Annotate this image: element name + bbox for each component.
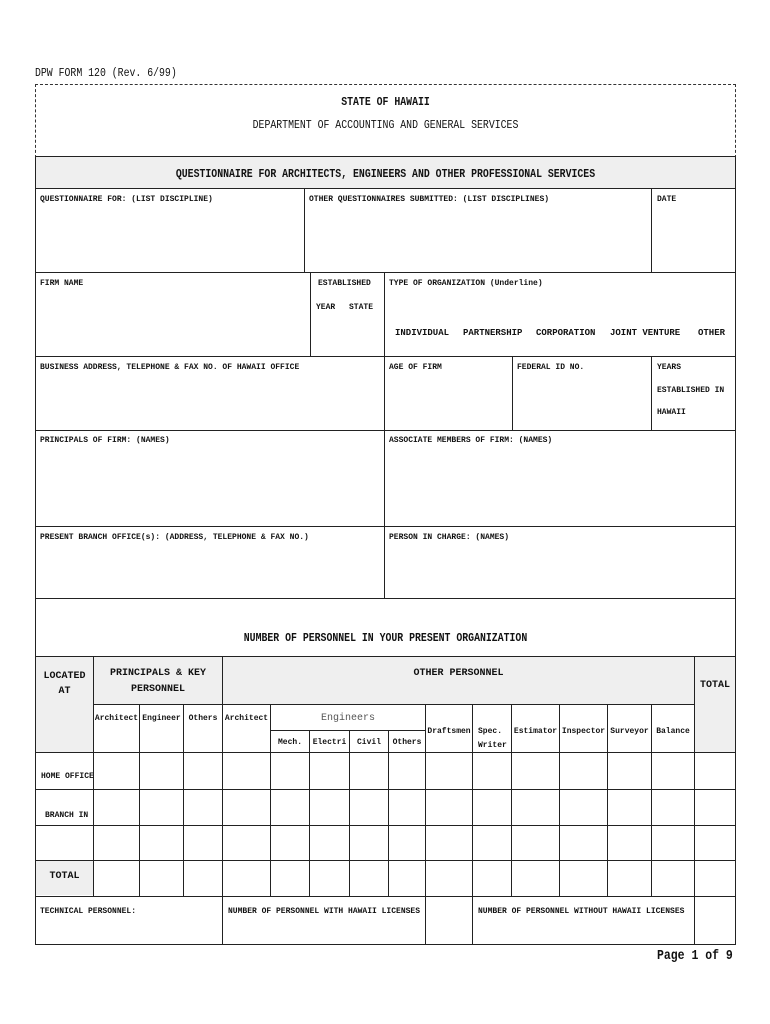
org-joint-venture[interactable]: JOINT VENTURE — [610, 328, 681, 338]
date-label: DATE — [657, 195, 677, 204]
principals-key-label: PRINCIPALS & KEY — [109, 668, 206, 679]
col-architect-other: Architect — [224, 714, 269, 723]
years-label: YEARS — [657, 363, 682, 372]
row-total: TOTAL — [49, 871, 80, 882]
principals-label: PRINCIPALS OF FIRM: (NAMES) — [40, 436, 170, 445]
col-spec: Spec. — [478, 727, 503, 736]
business-address-label: BUSINESS ADDRESS, TELEPHONE & FAX NO. OF HAWAII OFFICE — [40, 363, 300, 372]
department-heading: DEPARTMENT OF ACCOUNTING AND GENERAL SERVICES — [252, 118, 519, 132]
org-partnership[interactable]: PARTNERSHIP — [463, 328, 523, 338]
col-mech: Mech. — [277, 738, 302, 747]
type-of-org-label: TYPE OF ORGANIZATION (Underline) — [389, 279, 543, 288]
without-licenses-label: NUMBER OF PERSONNEL WITHOUT HAWAII LICENSES — [478, 907, 685, 916]
associate-members-label: ASSOCIATE MEMBERS OF FIRM: (NAMES) — [389, 436, 553, 445]
col-civil: Civil — [356, 738, 381, 747]
col-draftsmen: Draftsmen — [427, 727, 471, 736]
col-balance: Balance — [656, 727, 690, 736]
row-branch-in: BRANCH IN — [45, 811, 89, 820]
branch-office-label: PRESENT BRANCH OFFICE(s): (ADDRESS, TELEPHONE & FAX NO.) — [40, 533, 309, 542]
col-engineer-principal: Engineer — [142, 714, 181, 723]
col-writer: Writer — [478, 741, 507, 750]
col-inspector: Inspector — [561, 727, 606, 736]
year-label: YEAR — [316, 303, 336, 312]
at-label: AT — [58, 686, 71, 697]
hawaii-label: HAWAII — [657, 408, 686, 417]
located-label: LOCATED — [43, 671, 86, 682]
firm-name-label: FIRM NAME — [40, 279, 84, 288]
engineers-group-label: Engineers — [320, 713, 375, 724]
col-electri: Electri — [312, 738, 347, 747]
established-label: ESTABLISHED — [318, 279, 371, 288]
technical-personnel-label: TECHNICAL PERSONNEL: — [40, 907, 137, 916]
state-label: STATE — [349, 303, 374, 312]
total-column-label: TOTAL — [699, 680, 730, 691]
org-individual[interactable]: INDIVIDUAL — [395, 328, 450, 338]
state-heading: STATE OF HAWAII — [341, 95, 430, 109]
established-in-label: ESTABLISHED IN — [657, 386, 725, 395]
form-id: DPW FORM 120 (Rev. 6/99) — [35, 66, 177, 80]
age-of-firm-label: AGE OF FIRM — [389, 363, 442, 372]
personnel-title: NUMBER OF PERSONNEL IN YOUR PRESENT ORGANIZATION — [243, 631, 528, 645]
other-questionnaires-label: OTHER QUESTIONNAIRES SUBMITTED: (LIST DISCIPLINES) — [309, 195, 550, 204]
with-licenses-label: NUMBER OF PERSONNEL WITH HAWAII LICENSES — [228, 907, 421, 916]
col-architect-principal: Architect — [94, 714, 139, 723]
org-other[interactable]: OTHER — [698, 328, 726, 338]
org-corporation[interactable]: CORPORATION — [536, 328, 596, 338]
form-title: QUESTIONNAIRE FOR ARCHITECTS, ENGINEERS AND OTHER PROFESSIONAL SERVICES — [175, 167, 596, 181]
federal-id-label: FEDERAL ID NO. — [517, 363, 585, 372]
col-others-engineers: Others — [392, 738, 422, 747]
col-others-principal: Others — [188, 714, 218, 723]
page-number: Page 1 of 9 — [657, 948, 733, 964]
col-surveyor: Surveyor — [610, 727, 649, 736]
personnel-label: PERSONNEL — [130, 684, 185, 695]
person-in-charge-label: PERSON IN CHARGE: (NAMES) — [389, 533, 510, 542]
col-estimator: Estimator — [513, 727, 558, 736]
form-frame — [35, 156, 736, 945]
questionnaire-for-label: QUESTIONNAIRE FOR: (LIST DISCIPLINE) — [40, 195, 213, 204]
other-personnel-label: OTHER PERSONNEL — [413, 668, 504, 679]
row-home-office: HOME OFFICE — [41, 772, 94, 781]
